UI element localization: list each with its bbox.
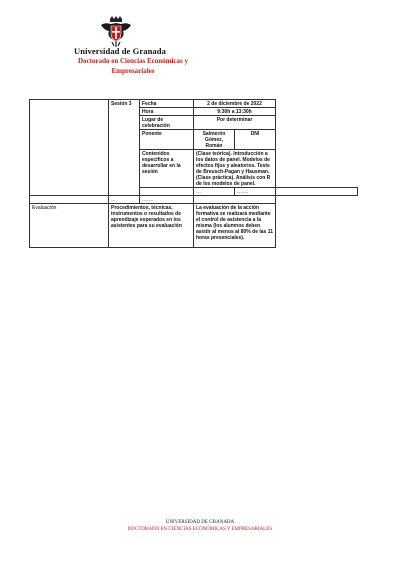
ellipsis-cell: … bbox=[194, 188, 235, 196]
ponente-value: Salmerón Gómez, Román bbox=[194, 130, 235, 150]
evaluacion-label: Evaluación bbox=[30, 204, 109, 248]
ellipsis-cell: … bbox=[109, 196, 140, 204]
program-title-line2: Empresariales bbox=[111, 67, 155, 75]
contenidos-value: (Clase teórica). Introducción a los datos de panel. Modelos de efectos fijos y aleatorios. Tests de Breusch-Pagan y Hausman. (Clase práctica). Análisis con R de los modelos de panel. bbox=[194, 150, 276, 188]
footer-program: DOCTORADO EN CIENCIAS ECONÓMICAS Y EMPRESARIALES bbox=[127, 527, 273, 532]
session-label: Sesión 3 bbox=[109, 100, 140, 196]
program-title bbox=[58, 56, 208, 76]
table-row bbox=[30, 100, 358, 108]
footer-university: UNIVERSIDAD DE GRANADA bbox=[165, 520, 235, 525]
fecha-label: Fecha bbox=[140, 100, 194, 108]
table-row bbox=[30, 196, 358, 204]
session-table bbox=[29, 99, 358, 248]
blank-cell bbox=[140, 188, 194, 196]
ellipsis-cell: ……. bbox=[235, 188, 276, 196]
table-row bbox=[30, 204, 358, 248]
fecha-value: 2 de diciembre de 2022 bbox=[194, 100, 276, 108]
hora-label: Hora bbox=[140, 108, 194, 116]
evaluacion-value: La evaluación de la acción formativa se realizará mediante el control de asistencia a la misma (los alumnos deben asistir al menos al 80% de las 11 horas presenciales). bbox=[194, 204, 276, 248]
ponente-label: Ponente bbox=[140, 130, 194, 150]
ellipsis-cell: ……. bbox=[140, 196, 194, 204]
hora-value: 9:30h a 13:30h bbox=[194, 108, 276, 116]
program-title-line1: Doctorado en Ciencias Económicas y bbox=[77, 57, 189, 65]
lugar-value: Por determinar bbox=[194, 116, 276, 130]
university-name: Universidad de Granada bbox=[74, 46, 166, 56]
blank-cell bbox=[30, 100, 109, 196]
blank-cell bbox=[276, 188, 358, 196]
lugar-label: Lugar de celebración bbox=[140, 116, 194, 130]
procedimientos-label: Procedimientos, técnicas, instrumentos o resultados de aprendizaje esperados en los asistentes para su evaluación bbox=[109, 204, 194, 248]
blank-cell bbox=[194, 196, 276, 204]
contenidos-label: Contenidos específicos a desarrollar en la sesión bbox=[140, 150, 194, 188]
blank-cell bbox=[30, 196, 109, 204]
dni-label: DNI bbox=[235, 130, 276, 150]
university-crest-icon bbox=[99, 16, 133, 48]
